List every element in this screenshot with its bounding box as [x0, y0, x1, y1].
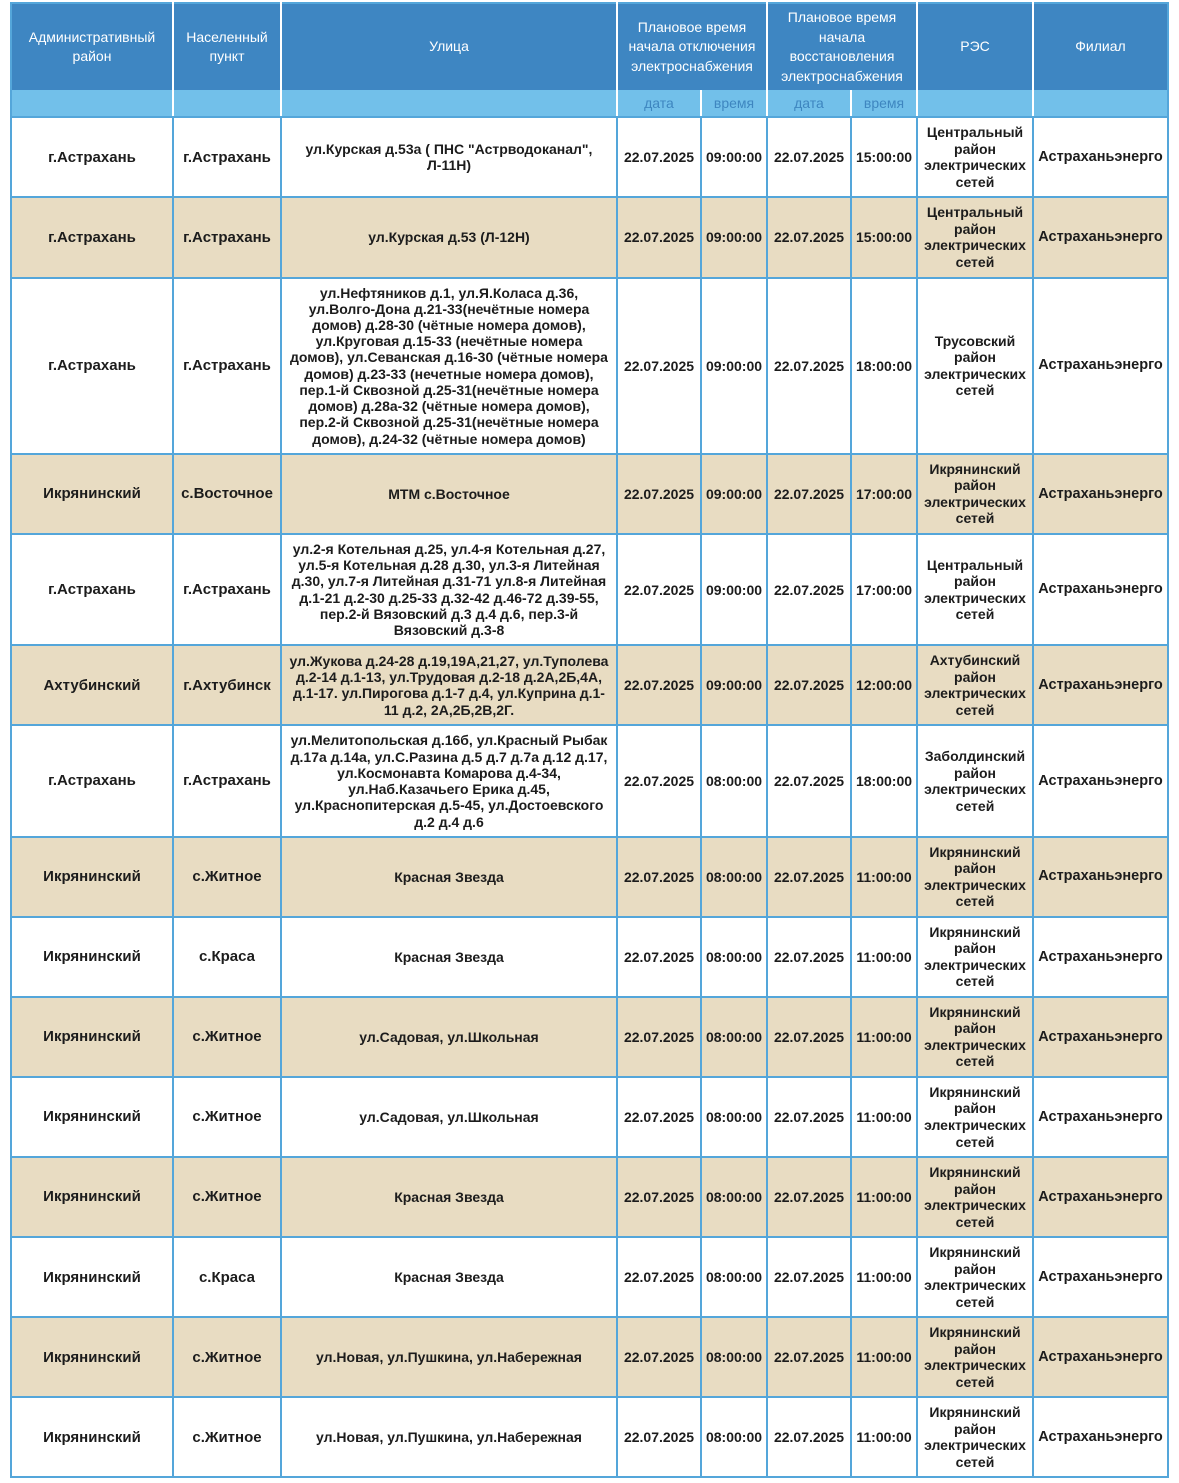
table-row — [11, 837, 1168, 917]
cell-outage-time: 09:00:00 — [701, 534, 767, 645]
col-header-district: Административный район — [11, 3, 173, 90]
cell-settlement: г.Астрахань — [173, 725, 281, 836]
cell-restore-time: 15:00:00 — [851, 197, 917, 277]
cell-restore-time: 11:00:00 — [851, 1237, 917, 1317]
cell-district: Ахтубинский — [11, 645, 173, 725]
cell-res: Икрянинский район электрических сетей — [917, 1237, 1033, 1317]
cell-branch: Астраханьэнерго — [1033, 534, 1168, 645]
cell-branch: Астраханьэнерго — [1033, 837, 1168, 917]
cell-restore-date: 22.07.2025 — [767, 725, 851, 836]
cell-street: ул.Жукова д.24-28 д.19,19А,21,27, ул.Туполева д.2-14 д.1-13, ул.Трудовая д.2-18 д.2А,2Б,4А, д.1-17. ул.Пирогова д.1-7 д.4, ул.Куприна д.1-11 д.2, 2А,2Б,2В,2Г. — [281, 645, 617, 725]
cell-settlement: г.Астрахань — [173, 117, 281, 197]
cell-district: Икрянинский — [11, 1237, 173, 1317]
cell-settlement: с.Житное — [173, 837, 281, 917]
cell-res: Икрянинский район электрических сетей — [917, 1397, 1033, 1477]
table-row — [11, 117, 1168, 197]
cell-outage-time: 08:00:00 — [701, 917, 767, 997]
cell-settlement: с.Житное — [173, 1077, 281, 1157]
subheader-empty-res — [917, 90, 1033, 117]
table-row — [11, 1317, 1168, 1397]
cell-outage-date: 22.07.2025 — [617, 725, 701, 836]
cell-street: Красная Звезда — [281, 917, 617, 997]
cell-outage-date: 22.07.2025 — [617, 837, 701, 917]
cell-branch: Астраханьэнерго — [1033, 278, 1168, 454]
table-row — [11, 1077, 1168, 1157]
cell-branch: Астраханьэнерго — [1033, 454, 1168, 534]
cell-restore-time: 11:00:00 — [851, 1397, 917, 1477]
subheader-empty-district — [11, 90, 173, 117]
cell-restore-time: 11:00:00 — [851, 837, 917, 917]
cell-settlement: с.Житное — [173, 1317, 281, 1397]
cell-outage-date: 22.07.2025 — [617, 117, 701, 197]
cell-street: Красная Звезда — [281, 1157, 617, 1237]
cell-branch: Астраханьэнерго — [1033, 1237, 1168, 1317]
cell-restore-date: 22.07.2025 — [767, 917, 851, 997]
cell-district: Икрянинский — [11, 837, 173, 917]
cell-branch: Астраханьэнерго — [1033, 645, 1168, 725]
cell-restore-time: 11:00:00 — [851, 997, 917, 1077]
table-row — [11, 1237, 1168, 1317]
cell-res: Икрянинский район электрических сетей — [917, 1317, 1033, 1397]
col-header-branch: Филиал — [1033, 3, 1168, 90]
cell-outage-date: 22.07.2025 — [617, 534, 701, 645]
cell-restore-date: 22.07.2025 — [767, 997, 851, 1077]
cell-settlement: с.Житное — [173, 1397, 281, 1477]
cell-settlement: г.Астрахань — [173, 278, 281, 454]
cell-restore-date: 22.07.2025 — [767, 117, 851, 197]
cell-restore-time: 18:00:00 — [851, 278, 917, 454]
cell-district: г.Астрахань — [11, 534, 173, 645]
subheader-outage-date: дата — [617, 90, 701, 117]
cell-district: Икрянинский — [11, 1317, 173, 1397]
cell-restore-time: 17:00:00 — [851, 454, 917, 534]
table-row — [11, 917, 1168, 997]
cell-outage-time: 08:00:00 — [701, 1157, 767, 1237]
cell-settlement: с.Восточное — [173, 454, 281, 534]
cell-district: Икрянинский — [11, 454, 173, 534]
cell-restore-date: 22.07.2025 — [767, 645, 851, 725]
cell-res: Ахтубинский район электрических сетей — [917, 645, 1033, 725]
table-row — [11, 1397, 1168, 1477]
col-header-outage-group: Плановое время начала отключения электроснабжения — [617, 3, 767, 90]
cell-outage-time: 09:00:00 — [701, 645, 767, 725]
table-header — [11, 3, 1168, 117]
cell-restore-date: 22.07.2025 — [767, 197, 851, 277]
subheader-empty-settlement — [173, 90, 281, 117]
cell-restore-date: 22.07.2025 — [767, 1237, 851, 1317]
cell-district: Икрянинский — [11, 1397, 173, 1477]
table-row — [11, 197, 1168, 277]
table-row — [11, 1157, 1168, 1237]
cell-settlement: с.Житное — [173, 997, 281, 1077]
cell-res: Центральный район электрических сетей — [917, 197, 1033, 277]
cell-district: Икрянинский — [11, 997, 173, 1077]
cell-branch: Астраханьэнерго — [1033, 1317, 1168, 1397]
cell-res: Заболдинский район электрических сетей — [917, 725, 1033, 836]
cell-settlement: с.Краса — [173, 917, 281, 997]
cell-street: ул.Садовая, ул.Школьная — [281, 997, 617, 1077]
cell-street: ул.Садовая, ул.Школьная — [281, 1077, 617, 1157]
col-header-restore-group: Плановое время начала восстановления электроснабжения — [767, 3, 917, 90]
cell-outage-date: 22.07.2025 — [617, 1397, 701, 1477]
cell-res: Трусовский район электрических сетей — [917, 278, 1033, 454]
cell-restore-time: 11:00:00 — [851, 1317, 917, 1397]
cell-restore-date: 22.07.2025 — [767, 454, 851, 534]
cell-outage-time: 08:00:00 — [701, 1317, 767, 1397]
cell-outage-time: 09:00:00 — [701, 117, 767, 197]
cell-street: ул.Курская д.53 (Л-12Н) — [281, 197, 617, 277]
col-header-res: РЭС — [917, 3, 1033, 90]
cell-outage-time: 08:00:00 — [701, 997, 767, 1077]
cell-settlement: г.Астрахань — [173, 197, 281, 277]
cell-district: г.Астрахань — [11, 197, 173, 277]
cell-street: Красная Звезда — [281, 1237, 617, 1317]
cell-district: г.Астрахань — [11, 278, 173, 454]
cell-res: Икрянинский район электрических сетей — [917, 837, 1033, 917]
cell-outage-time: 08:00:00 — [701, 1237, 767, 1317]
cell-res: Центральный район электрических сетей — [917, 117, 1033, 197]
cell-restore-date: 22.07.2025 — [767, 1077, 851, 1157]
cell-outage-date: 22.07.2025 — [617, 997, 701, 1077]
subheader-restore-time: время — [851, 90, 917, 117]
cell-branch: Астраханьэнерго — [1033, 1397, 1168, 1477]
cell-restore-date: 22.07.2025 — [767, 1397, 851, 1477]
cell-outage-time: 09:00:00 — [701, 454, 767, 534]
subheader-outage-time: время — [701, 90, 767, 117]
cell-res: Центральный район электрических сетей — [917, 534, 1033, 645]
cell-branch: Астраханьэнерго — [1033, 117, 1168, 197]
cell-street: Красная Звезда — [281, 837, 617, 917]
cell-street: ул.Новая, ул.Пушкина, ул.Набережная — [281, 1397, 617, 1477]
cell-district: Икрянинский — [11, 1077, 173, 1157]
outage-schedule-table — [10, 2, 1169, 1478]
outage-table-body — [11, 117, 1168, 1477]
cell-restore-time: 11:00:00 — [851, 1157, 917, 1237]
cell-outage-date: 22.07.2025 — [617, 917, 701, 997]
header-row — [11, 3, 1168, 90]
cell-street: ул.2-я Котельная д.25, ул.4-я Котельная д.27, ул.5-я Котельная д.28 д.30, ул.3-я Литейная д.30, ул.7-я Литейная д.31-71 ул.8-я Литейная д.1-21 д.2-30 д.25-33 д.32-42 д.46-72 д.39-55, пер.2-й Вязовский д.3 д.4 д.6, пер.3-й Вязовский д.3-8 — [281, 534, 617, 645]
cell-outage-date: 22.07.2025 — [617, 1157, 701, 1237]
cell-restore-date: 22.07.2025 — [767, 534, 851, 645]
table-row — [11, 454, 1168, 534]
cell-outage-date: 22.07.2025 — [617, 1077, 701, 1157]
cell-street: ул.Мелитопольская д.16б, ул.Красный Рыбак д.17а д.14а, ул.С.Разина д.5 д.7 д.7а д.12 д.17, ул.Космонавта Комарова д.4-34, ул.Наб.Казачьего Ерика д.45, ул.Краснопитерская д.5-45, ул.Достоевского д.2 д.4 д.6 — [281, 725, 617, 836]
cell-branch: Астраханьэнерго — [1033, 197, 1168, 277]
cell-outage-time: 08:00:00 — [701, 1397, 767, 1477]
cell-outage-time: 08:00:00 — [701, 725, 767, 836]
cell-res: Икрянинский район электрических сетей — [917, 454, 1033, 534]
cell-street: ул.Курская д.53а ( ПНС "Астрводоканал", Л-11Н) — [281, 117, 617, 197]
cell-settlement: с.Житное — [173, 1157, 281, 1237]
cell-outage-time: 09:00:00 — [701, 197, 767, 277]
col-header-settlement: Населенный пункт — [173, 3, 281, 90]
cell-district: Икрянинский — [11, 1157, 173, 1237]
cell-district: г.Астрахань — [11, 117, 173, 197]
subheader-empty-branch — [1033, 90, 1168, 117]
cell-restore-time: 11:00:00 — [851, 917, 917, 997]
subheader-empty-street — [281, 90, 617, 117]
cell-settlement: с.Краса — [173, 1237, 281, 1317]
subheader-row — [11, 90, 1168, 117]
subheader-restore-date: дата — [767, 90, 851, 117]
table-row — [11, 278, 1168, 454]
cell-outage-date: 22.07.2025 — [617, 1237, 701, 1317]
cell-restore-time: 17:00:00 — [851, 534, 917, 645]
cell-restore-date: 22.07.2025 — [767, 1157, 851, 1237]
cell-outage-time: 08:00:00 — [701, 1077, 767, 1157]
cell-res: Икрянинский район электрических сетей — [917, 917, 1033, 997]
cell-outage-date: 22.07.2025 — [617, 645, 701, 725]
cell-restore-time: 18:00:00 — [851, 725, 917, 836]
cell-outage-date: 22.07.2025 — [617, 1317, 701, 1397]
cell-settlement: г.Ахтубинск — [173, 645, 281, 725]
cell-restore-time: 12:00:00 — [851, 645, 917, 725]
cell-restore-time: 11:00:00 — [851, 1077, 917, 1157]
cell-restore-date: 22.07.2025 — [767, 837, 851, 917]
cell-outage-time: 08:00:00 — [701, 837, 767, 917]
table-row — [11, 645, 1168, 725]
cell-outage-date: 22.07.2025 — [617, 454, 701, 534]
cell-outage-date: 22.07.2025 — [617, 278, 701, 454]
cell-street: ул.Нефтяников д.1, ул.Я.Коласа д.36, ул.Волго-Дона д.21-33(нечётные номера домов) д.28-30 (чётные номера домов), ул.Круговая д.15-33 (нечётные номера домов), ул.Севанская д.16-30 (чётные номера домов) д.23-33 (нечетные номера домов), пер.1-й Сквозной д.25-31(нечётные номера домов) д.28а-32 (чётные номера домов), пер.2-й Сквозной д.25-31(нечётные номера домов), д.24-32 (чётные номера домов) — [281, 278, 617, 454]
cell-branch: Астраханьэнерго — [1033, 1077, 1168, 1157]
cell-restore-date: 22.07.2025 — [767, 278, 851, 454]
cell-branch: Астраханьэнерго — [1033, 917, 1168, 997]
table-row — [11, 534, 1168, 645]
cell-res: Икрянинский район электрических сетей — [917, 997, 1033, 1077]
cell-res: Икрянинский район электрических сетей — [917, 1157, 1033, 1237]
cell-district: Икрянинский — [11, 917, 173, 997]
col-header-street: Улица — [281, 3, 617, 90]
cell-restore-date: 22.07.2025 — [767, 1317, 851, 1397]
table-row — [11, 997, 1168, 1077]
cell-outage-time: 09:00:00 — [701, 278, 767, 454]
cell-restore-time: 15:00:00 — [851, 117, 917, 197]
table-row — [11, 725, 1168, 836]
cell-settlement: г.Астрахань — [173, 534, 281, 645]
cell-branch: Астраханьэнерго — [1033, 997, 1168, 1077]
cell-res: Икрянинский район электрических сетей — [917, 1077, 1033, 1157]
cell-street: МТМ с.Восточное — [281, 454, 617, 534]
cell-branch: Астраханьэнерго — [1033, 725, 1168, 836]
cell-outage-date: 22.07.2025 — [617, 197, 701, 277]
cell-street: ул.Новая, ул.Пушкина, ул.Набережная — [281, 1317, 617, 1397]
cell-branch: Астраханьэнерго — [1033, 1157, 1168, 1237]
cell-district: г.Астрахань — [11, 725, 173, 836]
